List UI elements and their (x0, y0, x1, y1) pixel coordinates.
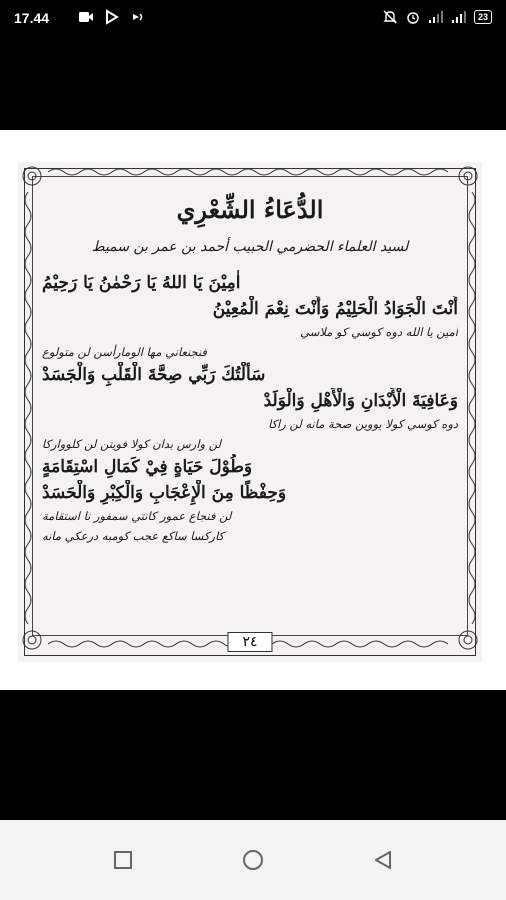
verse-line: وَعَافِيَةَ الْأَبْدَانِ وَالْأَهْلِ وَالْوَلَدْ (263, 391, 458, 411)
mute-icon (382, 9, 398, 25)
status-bar (0, 0, 506, 40)
battery-icon: 23 (474, 10, 492, 24)
signal-icon (428, 9, 444, 25)
alarm-icon (405, 9, 421, 25)
scanned-page (18, 162, 482, 662)
video-icon (78, 9, 94, 25)
translation-line: فنجنعاني مها الومارأسن لن متولوع (42, 345, 207, 359)
verse-line: أَنْتَ الْجَوَادُ الْحَلِيْمُ وَأَنْتَ نِعْمَ الْمُعِيْنُ (212, 299, 458, 319)
verse-line: وَطُوْلَ حَيَاةٍ فِيْ كَمَالِ اسْتِقَامَةٍ (42, 457, 253, 477)
page-number: ٢٤ (227, 632, 272, 652)
document-text (42, 190, 458, 630)
verse-line: سَأَلْتُكَ رَبِّي صِحَّةَ الْقَلْبِ وَالْجَسَدْ (42, 365, 266, 385)
play-store-icon (104, 9, 120, 25)
navigation-bar (0, 820, 506, 900)
viewer-background (0, 690, 506, 820)
translation-line: لن فنجاع عمور كانتي سمفور نا استقامة (42, 509, 232, 523)
document-subtitle: لسيد العلماء الحضرمي الحبيب أحمد بن عمر بن سميط (91, 239, 409, 255)
square-icon (112, 849, 134, 871)
verse-line: وَحِفْظًا مِنَ الْإِعْجَابِ وَالْكِبْرِ وَالْحَسَدْ (42, 483, 287, 503)
triangle-back-icon (372, 849, 394, 871)
translation-line: اٰمين يا الله دوه كوسي كو ملاسي (300, 325, 458, 339)
document-title: الدُّعَاءُ الشِّعْرِي (176, 195, 324, 224)
recent-apps-button[interactable] (103, 840, 143, 880)
translation-line: لن وارس بدان كولا فويتن لن كلوواركا (42, 437, 222, 451)
clock: 17.44 (14, 10, 50, 26)
back-button[interactable] (363, 840, 403, 880)
translation-line: كاركسا ساكع عجب كومبه درعكي مانه (42, 529, 225, 543)
verse-line: اٰمِيْنَ يَا اللهُ يَا رَحْمٰنُ يَا رَحِيْمُ (42, 273, 241, 293)
cast-icon (130, 9, 146, 25)
circle-icon (241, 848, 265, 872)
translation-line: دوه كوسي كولا يووين صحة مانه لن راكا (268, 417, 458, 431)
signal-icon (451, 9, 467, 25)
home-button[interactable] (233, 840, 273, 880)
image-viewer[interactable] (0, 130, 506, 690)
